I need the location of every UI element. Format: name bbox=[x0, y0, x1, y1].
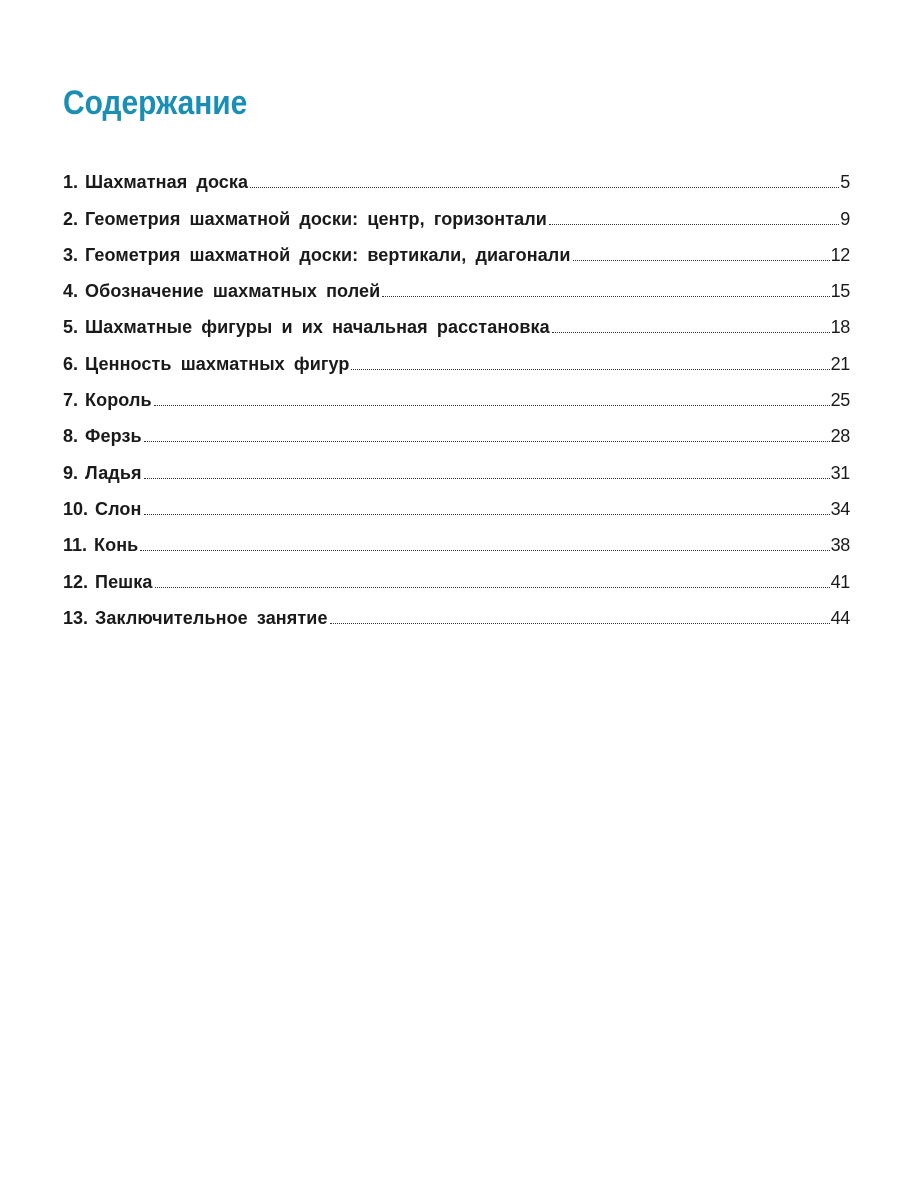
entry-number: 1. bbox=[63, 172, 79, 193]
entry-title: Ладья bbox=[85, 462, 142, 483]
entry-title: Обозначение шахматных полей bbox=[85, 281, 381, 302]
entry-title: Заключительное занятие bbox=[95, 607, 328, 628]
entry-number: 2. bbox=[63, 208, 79, 229]
entry-title: Слон bbox=[95, 498, 142, 519]
toc-entry bbox=[63, 445, 850, 481]
entry-number: 13. bbox=[63, 607, 89, 628]
toc-title: Содержание bbox=[63, 84, 248, 122]
entry-page-number: 5 bbox=[840, 172, 850, 193]
entry-number: 5. bbox=[63, 317, 79, 338]
toc-entry bbox=[63, 336, 850, 372]
entry-page-number: 28 bbox=[830, 426, 850, 447]
toc-entry bbox=[63, 264, 850, 300]
dot-leader bbox=[144, 514, 830, 515]
toc-entry bbox=[63, 591, 850, 627]
entry-page-number: 12 bbox=[830, 244, 850, 265]
dot-leader bbox=[549, 224, 839, 225]
toc-entry bbox=[63, 373, 850, 409]
entry-number: 4. bbox=[63, 281, 79, 302]
entry-number: 3. bbox=[63, 244, 79, 265]
entry-title: Шахматные фигуры и их начальная расстановка bbox=[85, 317, 550, 338]
toc-entry bbox=[63, 554, 850, 590]
dot-leader bbox=[552, 332, 830, 333]
entry-page-number: 41 bbox=[830, 571, 850, 592]
dot-leader bbox=[144, 478, 830, 479]
entry-title: Пешка bbox=[95, 571, 153, 592]
toc-entry bbox=[63, 228, 850, 264]
dot-leader bbox=[154, 405, 830, 406]
entry-number: 12. bbox=[63, 571, 89, 592]
toc-entry bbox=[63, 518, 850, 554]
entry-page-number: 25 bbox=[830, 390, 850, 411]
entry-page-number: 44 bbox=[830, 607, 850, 628]
entry-title: Ценность шахматных фигур bbox=[85, 353, 350, 374]
entry-page-number: 21 bbox=[830, 353, 850, 374]
dot-leader bbox=[250, 187, 839, 188]
entry-number: 8. bbox=[63, 426, 79, 447]
dot-leader bbox=[144, 441, 830, 442]
entry-title: Геометрия шахматной доски: вертикали, диагонали bbox=[85, 244, 571, 265]
dot-leader bbox=[140, 550, 829, 551]
entry-page-number: 18 bbox=[830, 317, 850, 338]
toc-entry bbox=[63, 191, 850, 227]
dot-leader bbox=[382, 296, 829, 297]
dot-leader bbox=[330, 623, 830, 624]
entry-title: Шахматная доска bbox=[85, 172, 249, 193]
entry-title: Конь bbox=[94, 535, 139, 556]
entry-number: 6. bbox=[63, 353, 79, 374]
dot-leader bbox=[573, 260, 830, 261]
toc-entry bbox=[63, 482, 850, 518]
entry-page-number: 38 bbox=[830, 535, 850, 556]
entry-title: Ферзь bbox=[85, 426, 142, 447]
entry-title: Король bbox=[85, 390, 152, 411]
toc-entry bbox=[63, 300, 850, 336]
dot-leader bbox=[155, 587, 830, 588]
entry-page-number: 9 bbox=[840, 208, 850, 229]
dot-leader bbox=[351, 369, 829, 370]
entry-title: Геометрия шахматной доски: центр, горизонтали bbox=[85, 208, 547, 229]
entry-page-number: 31 bbox=[830, 462, 850, 483]
toc-entry bbox=[63, 409, 850, 445]
entry-number: 7. bbox=[63, 390, 79, 411]
entry-page-number: 15 bbox=[830, 281, 850, 302]
entry-number: 11. bbox=[63, 535, 88, 556]
entry-number: 9. bbox=[63, 462, 79, 483]
entry-number: 10. bbox=[63, 498, 89, 519]
toc-list bbox=[63, 155, 850, 627]
toc-entry bbox=[63, 155, 850, 191]
entry-page-number: 34 bbox=[830, 498, 850, 519]
